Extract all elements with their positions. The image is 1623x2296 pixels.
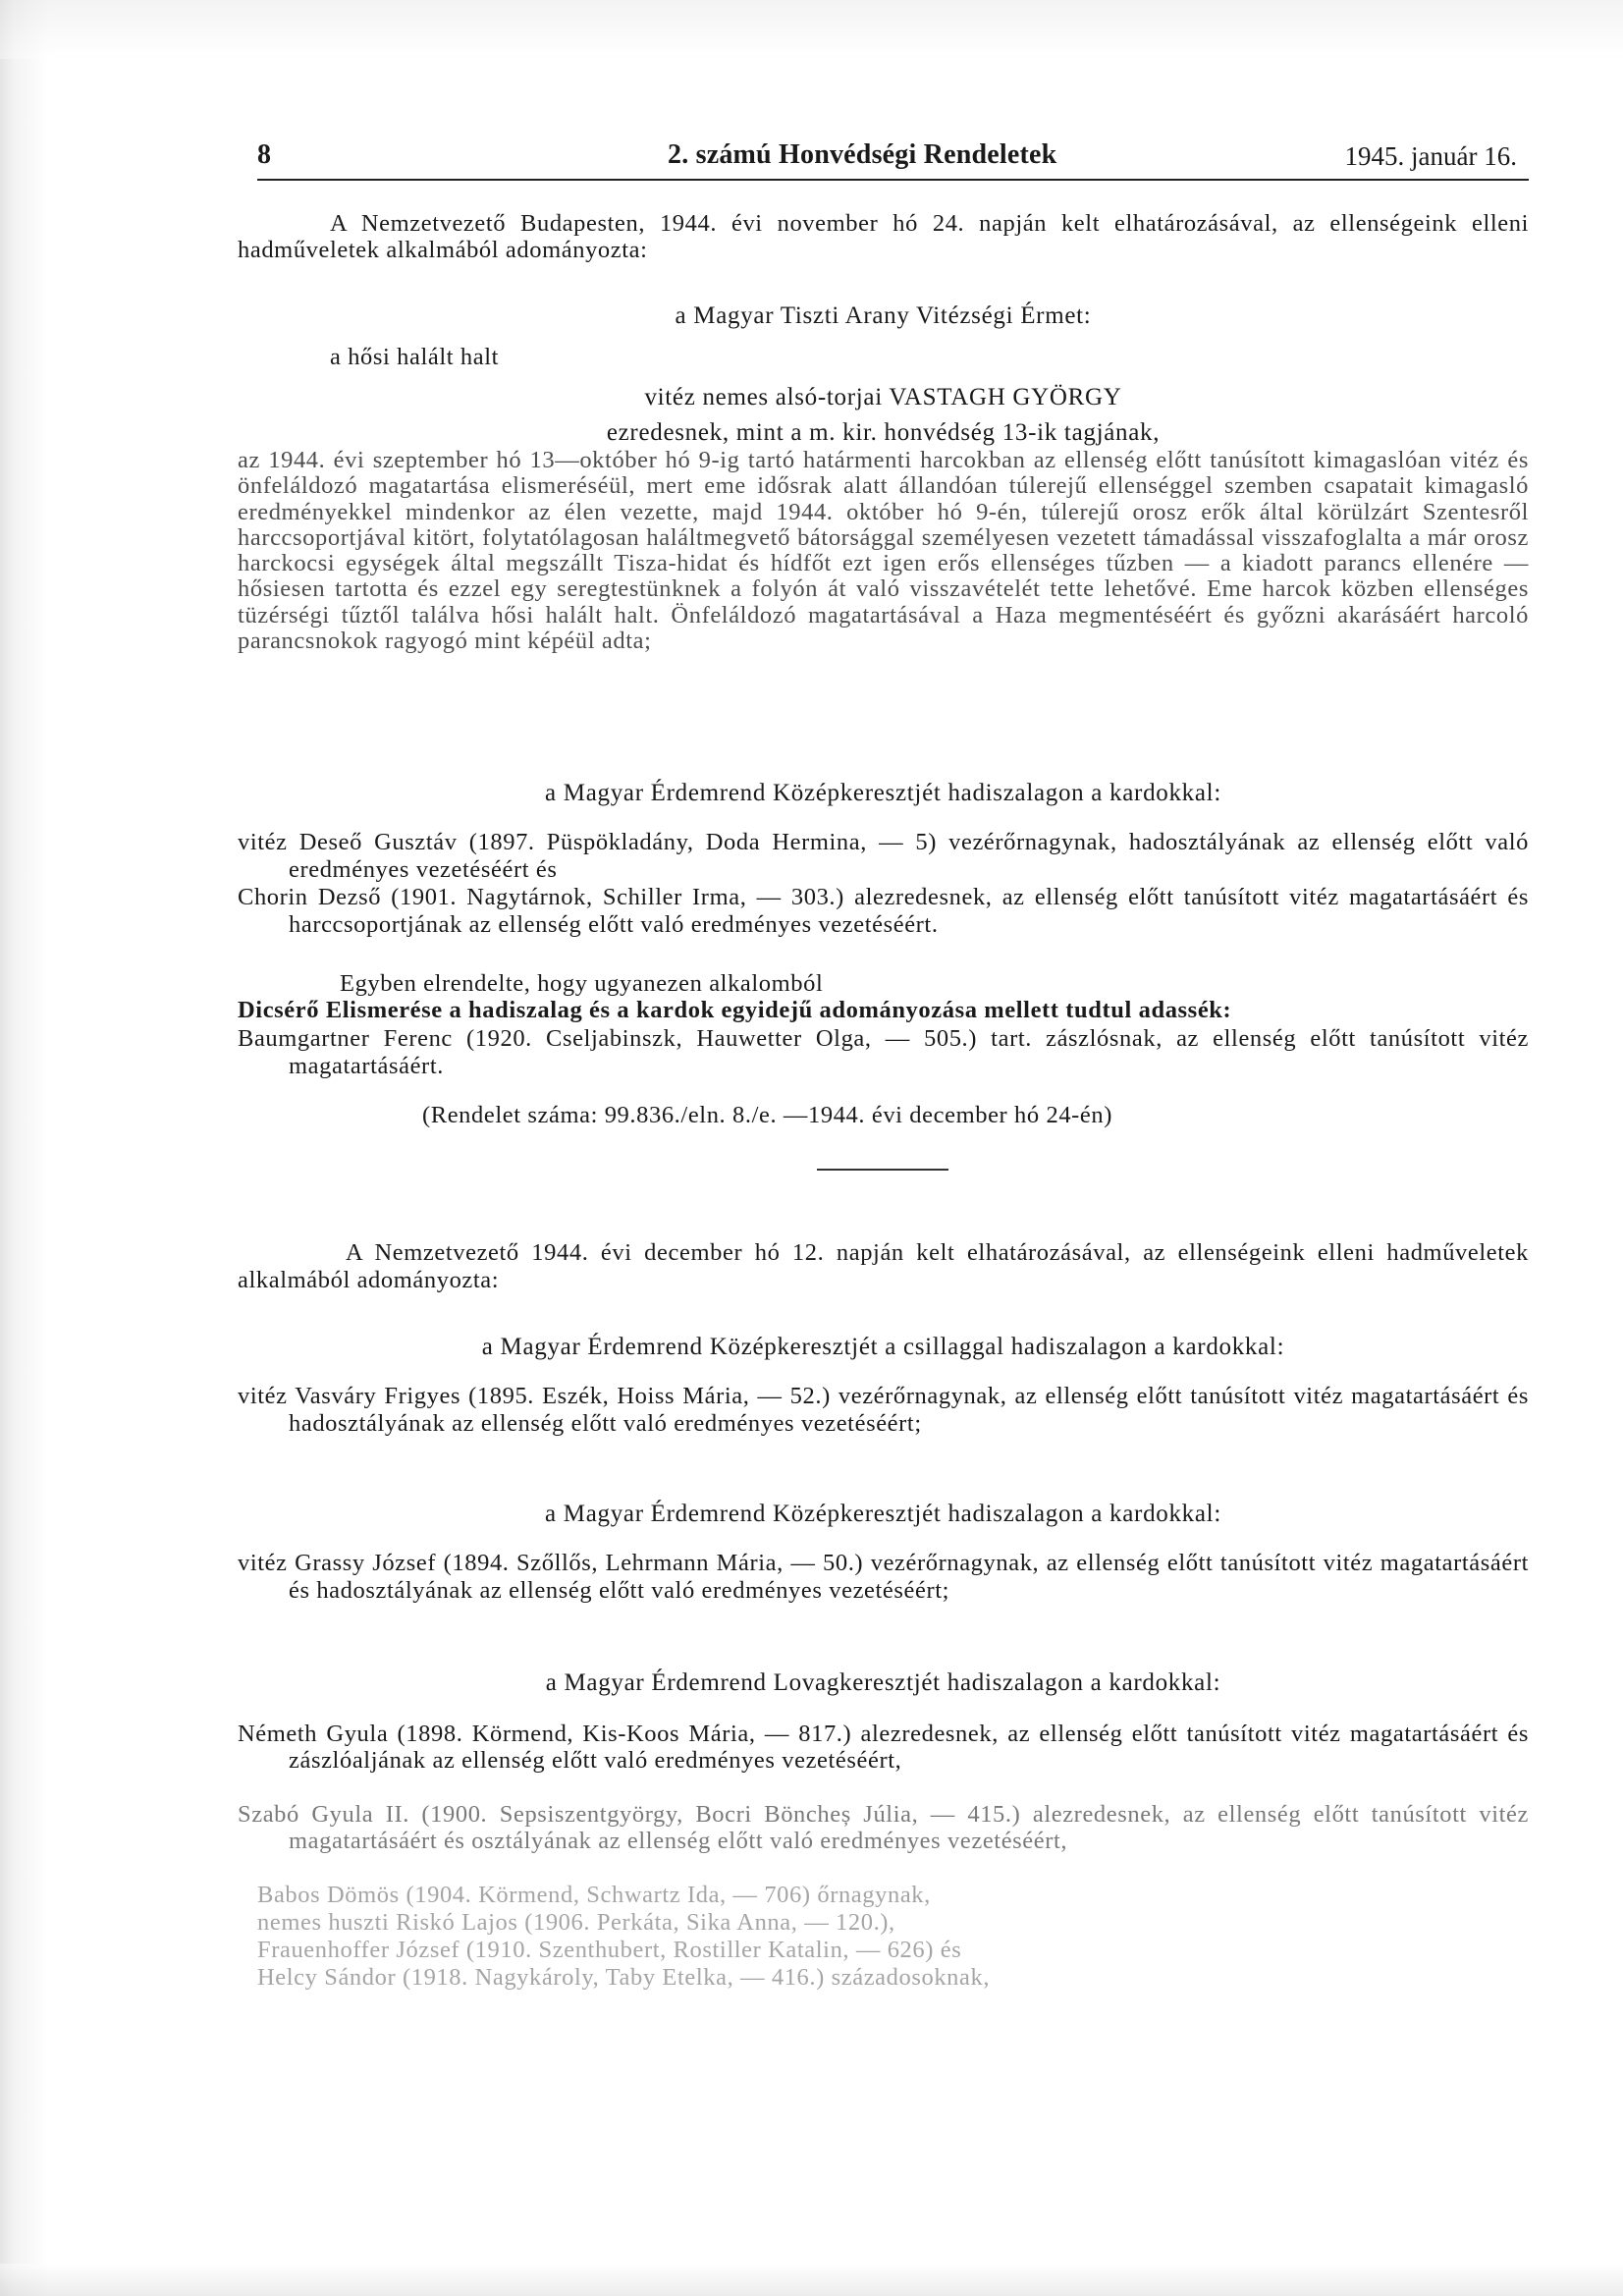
section2-heading-b: a Magyar Érdemrend Középkeresztjét hadiszalagon a kardokkal: bbox=[545, 1501, 1221, 1527]
scan-bottom-edge-shadow bbox=[0, 2264, 1623, 2296]
award-entry: Helcy Sándor (1918. Nagykároly, Taby Etelka, — 416.) századosoknak, bbox=[257, 1964, 991, 1991]
section-divider bbox=[817, 1169, 948, 1171]
section1-intro: A Nemzetvezető Budapesten, 1944. évi november hó 24. napján kelt elhatározásával, az ellenségeink elleni hadműveletek alkalmából adományozta: bbox=[238, 210, 1529, 263]
scan-left-edge-shadow bbox=[0, 0, 49, 2296]
award-entry: Babos Dömös (1904. Körmend, Schwartz Ida, — 706) őrnagynak, bbox=[257, 1882, 931, 1908]
scan-top-edge-shadow bbox=[0, 0, 1623, 59]
section1-award2-heading: a Magyar Érdemrend Középkeresztjét hadiszalagon a kardokkal: bbox=[545, 780, 1221, 806]
journal-title: 2. számú Honvédségi Rendeletek bbox=[668, 139, 1057, 170]
section1-award-heading: a Magyar Tiszti Arany Vitézségi Érmet: bbox=[675, 302, 1092, 329]
award-entry: vitéz Deseő Gusztáv (1897. Püspökladány, Doda Hermina, — 5) vezérőrnagynak, hadosztályának az ellenség előtt való eredményes vezetéséért és bbox=[238, 829, 1529, 883]
section2-heading-c: a Magyar Érdemrend Lovagkeresztjét hadiszalagon a kardokkal: bbox=[545, 1669, 1221, 1696]
award-entry: Chorin Dezső (1901. Nagytárnok, Schiller Irma, — 303.) alezredesnek, az ellenség előtt tanúsított vitéz magatartásáért és harccsoportjának az ellenség előtt való eredményes vezetéséért. bbox=[238, 884, 1529, 938]
commendation-line: Dicsérő Elismerése a hadiszalag és a kardok egyidejű adományozása mellett tudtul adassék: bbox=[238, 997, 1232, 1023]
award-entry: Frauenhoffer József (1910. Szenthubert, Rostiller Katalin, — 626) és bbox=[257, 1937, 962, 1963]
running-head bbox=[257, 139, 1529, 181]
award-entry: Németh Gyula (1898. Körmend, Kis-Koos Mária, — 817.) alezredesnek, az ellenség előtt tanúsított vitéz magatartásáért és zászlóaljának az ellenség előtt való eredményes vezetéséért, bbox=[238, 1721, 1529, 1774]
honoree-rank: ezredesnek, mint a m. kir. honvédség 13-ik tagjának, bbox=[606, 419, 1161, 446]
issue-date: 1945. január 16. bbox=[1344, 141, 1517, 171]
commendation-entry: Baumgartner Ferenc (1920. Cseljabinszk, Hauwetter Olga, — 505.) tart. zászlósnak, az ellenség előtt tanúsított vitéz magatartásáért. bbox=[238, 1025, 1529, 1079]
honoree-name: vitéz nemes alsó-torjai VASTAGH GYÖRGY bbox=[644, 384, 1122, 410]
citation-text: az 1944. évi szeptember hó 13—október hó 9-ig tartó határmenti harcokban az ellenség előtt tanúsított kimagaslóan vitéz és önfeláldozó magatartása elismeréséül, mert eme idősrak alatt állandóan túlerejű ellenséggel szemben csapatait kimagasló eredményekkel mindenkor az élen vezette, majd 1944. október hó 9-én, túlerejű orosz erők által körülzárt Szentesről harccsoportjával kitört, folytatólagosan haláltmegvető bátorsággal személyesen vezetett támadással visszafoglalta a már orosz harckocsi egységek által megszállt Tisza-hidat és hídfőt ezt igen erős ellenséges tűzben — a kiadott parancs ellenére — hősiesen tartotta és ezzel egy seregtestünknek a folyón át való visszavételét tette lehetővé. Eme harcok közben ellenséges tüzérségi tűztől találva hősi halált halt. Önfeláldozó magatartásával a Haza megmentéséért és győzni akarásáért harcoló parancsnokok ragyogó mint képéül adta; bbox=[238, 447, 1529, 655]
award-entry: vitéz Vasváry Frigyes (1895. Eszék, Hoiss Mária, — 52.) vezérőrnagynak, az ellenség előtt tanúsított vitéz magatartásáért és hadosztályának az ellenség előtt való eredményes vezetéséért; bbox=[238, 1383, 1529, 1437]
decree-reference: (Rendelet száma: 99.836./eln. 8./e. —1944. évi december hó 24-én) bbox=[422, 1102, 1113, 1128]
posthumous-label: a hősi halált halt bbox=[330, 344, 500, 370]
section2-heading-a: a Magyar Érdemrend Középkeresztjét a csillaggal hadiszalagon a kardokkal: bbox=[481, 1334, 1285, 1360]
also-ordered-line: Egyben elrendelte, hogy ugyanezen alkalomból bbox=[340, 970, 824, 997]
award-entry: vitéz Grassy József (1894. Szőllős, Lehrmann Mária, — 50.) vezérőrnagynak, az ellenség előtt tanúsított vitéz magatartásáért és hadosztályának az ellenség előtt való eredményes vezetéséért; bbox=[238, 1550, 1529, 1604]
section2-intro: A Nemzetvezető 1944. évi december hó 12. napján kelt elhatározásával, az ellenségeink elleni hadműveletek alkalmából adományozta: bbox=[238, 1239, 1529, 1293]
award-entry: nemes huszti Riskó Lajos (1906. Perkáta, Sika Anna, — 120.), bbox=[257, 1909, 895, 1936]
page-number: 8 bbox=[257, 139, 271, 170]
award-entry: Szabó Gyula II. (1900. Sepsiszentgyörgy, Bocri Böncheș Júlia, — 415.) alezredesnek, az ellenség előtt tanúsított vitéz magatartásáért és osztályának az ellenség előtt való eredményes vezetéséért, bbox=[238, 1801, 1529, 1854]
